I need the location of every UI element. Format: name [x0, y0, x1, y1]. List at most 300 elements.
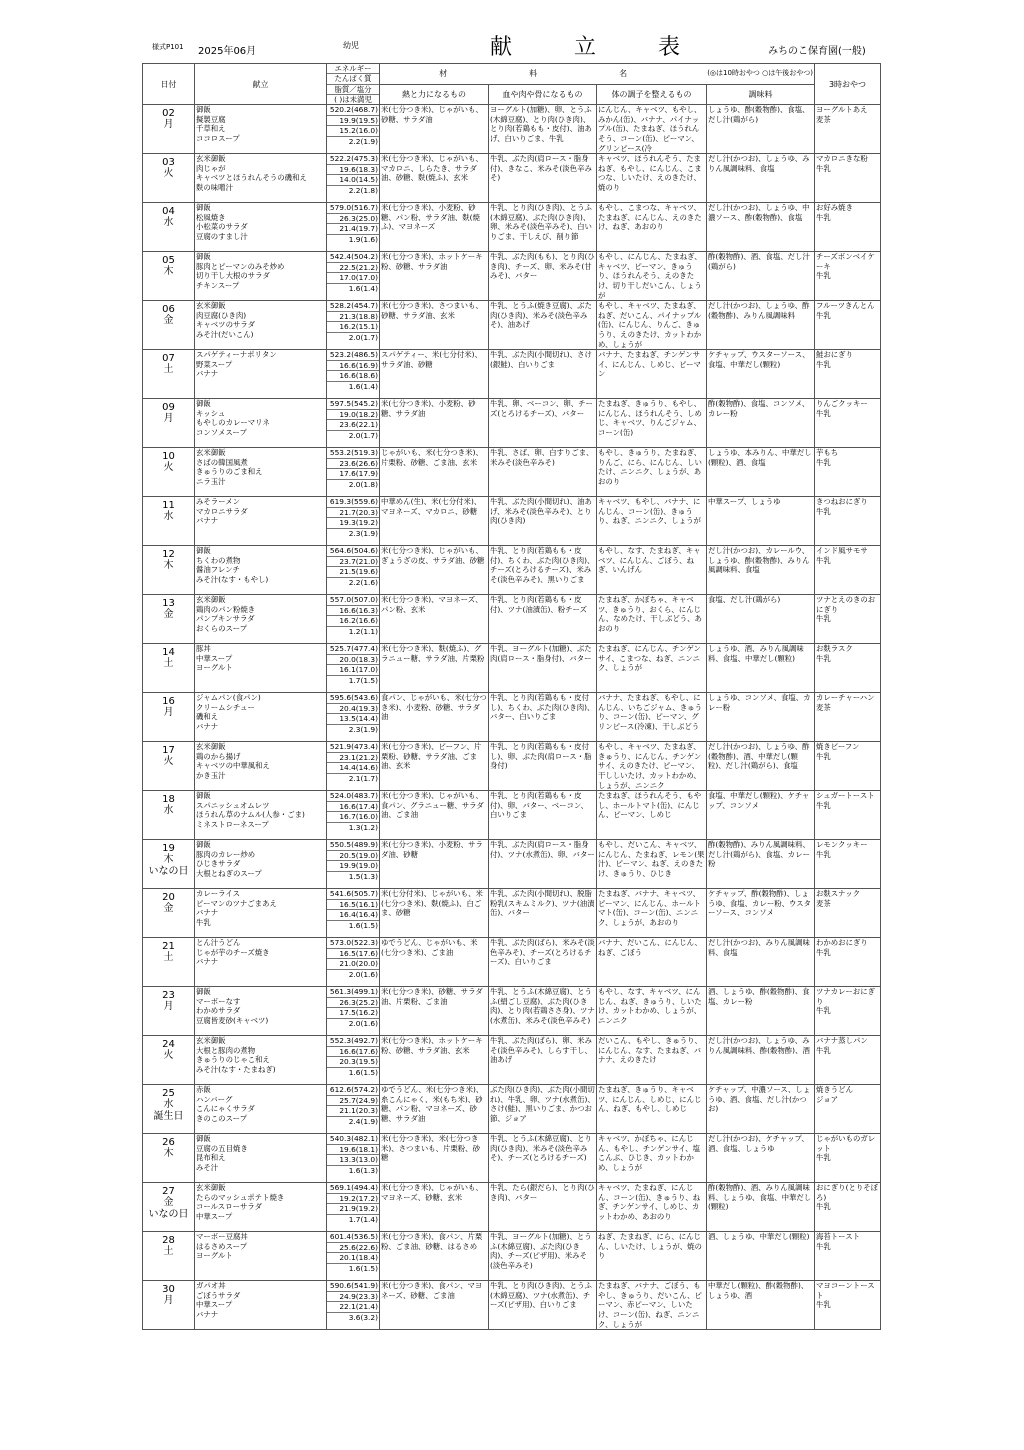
dishes-cell	[195, 301, 327, 350]
snack-cell: マヨコーントースト 牛乳	[815, 1281, 881, 1330]
snack-cell: インド風サモサ 牛乳	[815, 546, 881, 595]
nutrition-value: 1.6(1.4)	[348, 381, 378, 391]
grade-label: 幼児	[343, 41, 359, 50]
red-foods: 牛乳、とり肉(若鶏もも・皮付)、卵、バター、ベーコン、白いりごま	[489, 791, 597, 840]
nutrition-value: 521.9(473.4)	[327, 742, 379, 753]
dish-name: ヨーグルト	[196, 663, 233, 673]
dish-name: ちくわの煮物	[196, 555, 241, 565]
day-row	[143, 987, 881, 1036]
yellow-foods: 米(七分つき米)、食パン、片栗粉、ごま油、砂糖、はるさめ	[380, 1232, 489, 1281]
day-row	[143, 1134, 881, 1183]
weekday: 木	[163, 560, 174, 572]
green-foods: バナナ、たまねぎ、もやし、にんじん、いちごジャム、きゅうり、コーン(缶)、ピーマン、グリンピース(冷凍)、干しぶどう	[597, 693, 707, 742]
day-row	[143, 154, 881, 203]
dish-name: 中華スープ	[196, 653, 233, 663]
day-number: 18	[162, 794, 175, 806]
form-code: 様式P101	[152, 43, 184, 51]
date-cell	[143, 203, 195, 252]
dish-name: コールスローサラダ	[196, 1202, 263, 1212]
nutrition-value: 2.3(1.9)	[348, 724, 378, 734]
day-number: 21	[162, 941, 175, 953]
dish-name: 御飯	[196, 252, 211, 262]
red-foods: 牛乳、とり肉(若鶏もも・皮付し)、卵、ぶた肉(肩ロース・脂身付)	[489, 742, 597, 791]
red-foods: 牛乳、ぶた肉(肩ロース・脂身付)、きなこ、米みそ(淡色辛みそ)	[489, 154, 597, 203]
school-name: みちのこ保育園(一般)	[768, 46, 866, 57]
day-number: 16	[162, 696, 175, 708]
dish-name: 中華スープ	[196, 1211, 233, 1221]
dish-name: バナナ	[196, 369, 219, 379]
dish-name: 中華スープ	[196, 1300, 233, 1310]
red-group-header: 血や肉や骨になるもの	[489, 84, 597, 105]
nutrition-value: 23.6(22.1)	[327, 420, 379, 431]
green-foods: キャベツ、もやし、バナナ、にんじん、コーン(缶)、きゅうり、ねぎ、ニンニク、しょうが	[597, 497, 707, 546]
dish-name: 御飯	[196, 987, 211, 997]
date-cell	[143, 791, 195, 840]
nutrition-value: 16.5(16.1)	[327, 900, 379, 911]
nutrition-cell	[327, 252, 380, 301]
snack-cell: マカロニきな粉 牛乳	[815, 154, 881, 203]
day-number: 25	[162, 1088, 175, 1100]
fat-salt-label: 脂質／塩分	[327, 85, 379, 95]
nutrition-cell	[327, 448, 380, 497]
snack-cell: レモンクッキー 牛乳	[815, 840, 881, 889]
date-cell	[143, 1085, 195, 1134]
nutrition-value: 579.0(516.7)	[327, 203, 379, 214]
nutrition-cell	[327, 1085, 380, 1134]
nutrition-value: 16.6(17.4)	[327, 802, 379, 813]
dish-name: キッシュ	[196, 408, 226, 418]
day-row	[143, 1183, 881, 1232]
yellow-foods: 米(七分つき米)、米(七分つき米)、さつまいも、片栗粉、砂糖	[380, 1134, 489, 1183]
nutrition-cell	[327, 105, 380, 154]
nutrition-value: 542.4(504.2)	[327, 252, 379, 263]
day-row	[143, 546, 881, 595]
nutrition-value: 23.1(21.2)	[327, 753, 379, 764]
dish-name: ごぼうサラダ	[196, 1290, 241, 1300]
snack-cell: ツナとえのきのおにぎり 牛乳	[815, 595, 881, 644]
nutrition-value: 1.5(1.3)	[348, 871, 378, 881]
red-foods: ぶた肉(ひき肉)、ぶた肉(小間切れ)、牛乳、卵、ツナ(水煮缶)、さけ(鮭)、黒いりごま、かつお節、ジョア	[489, 1085, 597, 1134]
nutrition-cell	[327, 546, 380, 595]
yellow-foods: 米(七分つき米)、マヨネーズ、パン粉、玄米	[380, 595, 489, 644]
dishes-cell	[195, 1281, 327, 1330]
green-foods: キャベツ、ほうれんそう、たまねぎ、もやし、にんじん、こまつな、しいたけ、えのきたけ、焼のり	[597, 154, 707, 203]
snack-cell: おにぎり(とりそぼろ) 牛乳	[815, 1183, 881, 1232]
nutrition-value: 523.2(486.5)	[327, 350, 379, 361]
nutrition-value: 2.4(1.9)	[348, 1116, 378, 1126]
page-title: 献 立 表	[490, 35, 701, 60]
nutrition-value: 25.6(22.6)	[327, 1243, 379, 1254]
date-cell	[143, 399, 195, 448]
nutrition-value: 16.2(15.1)	[327, 322, 379, 333]
red-foods: 牛乳、ぶた肉(小間切れ)、油あげ、米みそ(淡色辛みそ)、とり肉(ひき肉)	[489, 497, 597, 546]
weekday: 土	[163, 952, 174, 964]
yellow-foods: 米(七分つき米)、さつまいも、砂糖、サラダ油、玄米	[380, 301, 489, 350]
dishes-cell	[195, 154, 327, 203]
yellow-foods: 食パン、じゃがいも、米(七分つき米)、小麦粉、砂糖、サラダ油	[380, 693, 489, 742]
dish-name: 御飯	[196, 203, 211, 213]
dish-name: みそ汁	[196, 1162, 219, 1172]
weekday: 水	[163, 805, 174, 817]
nutrition-cell	[327, 889, 380, 938]
nutrition-value: 23.7(21.0)	[327, 557, 379, 568]
dish-name: ほうれん草のナムル(人参・ごま)	[196, 810, 305, 820]
snack-cell: チーズボンベイケーキ 牛乳	[815, 252, 881, 301]
nutrition-value: 2.0(1.7)	[348, 332, 378, 342]
nutrition-value: 13.5(14.4)	[327, 714, 379, 725]
weekday: 金	[163, 903, 174, 915]
day-row	[143, 840, 881, 889]
green-foods: たまねぎ、きゅうり、もやし、にんじん、ほうれんそう、しめじ、キャベツ、りんごジャム、コーン(缶)	[597, 399, 707, 448]
date-cell	[143, 1036, 195, 1085]
weekday: 火	[163, 1050, 174, 1062]
day-row	[143, 350, 881, 399]
nutrition-value: 590.6(541.9)	[327, 1281, 379, 1292]
seasonings: 酒、しょうゆ、中華だし(顆粒)	[707, 1232, 815, 1281]
dish-name: 大根と豚肉の煮物	[196, 1045, 256, 1055]
nutrition-value: 2.2(1.8)	[348, 185, 378, 195]
seasoning-header: 調味料	[707, 84, 815, 105]
nutrition-cell	[327, 742, 380, 791]
day-row	[143, 742, 881, 791]
dish-name: ヨーグルト	[196, 1251, 233, 1261]
nutrition-value: 14.4(14.6)	[327, 763, 379, 774]
nutrition-value: 1.7(1.5)	[348, 675, 378, 685]
green-foods: バナナ、だいこん、にんじん、ねぎ、ごぼう	[597, 938, 707, 987]
seasonings: 酒、しょうゆ、酢(穀物酢)、食塩、カレー粉	[707, 987, 815, 1036]
nutrition-value: 21.9(19.2)	[327, 1204, 379, 1215]
nutrition-cell	[327, 644, 380, 693]
dish-name: 千草和え	[196, 124, 226, 134]
day-row	[143, 497, 881, 546]
weekday: 月	[163, 1295, 174, 1307]
snack-legend: (◎は10時おやつ ○は午後おやつ)	[707, 69, 813, 78]
toddler-note: ( )は未満児	[334, 94, 372, 104]
day-number: 03	[162, 157, 175, 169]
nutrition-value: 22.5(21.2)	[327, 263, 379, 274]
dish-name: 麩の味噌汁	[196, 182, 233, 192]
dish-name: クリームシチュー	[196, 702, 255, 712]
day-row	[143, 1085, 881, 1134]
seasonings: だし汁(かつお)、しょうゆ、みりん風調味料、食塩	[707, 154, 815, 203]
nutrition-value: 1.6(1.4)	[348, 283, 378, 293]
dish-name: じゃが芋のチーズ焼き	[196, 947, 270, 957]
year-month: 2025年06月	[198, 46, 257, 57]
menu-table	[142, 63, 881, 1330]
red-foods: 牛乳、ぶた肉(小間切れ)、さけ(銀鮭)、白いりごま	[489, 350, 597, 399]
yellow-foods: 米(七分つき米)、じゃがいも、砂糖、サラダ油	[380, 105, 489, 154]
dish-name: バナナ	[196, 516, 219, 526]
nutrition-value: 595.6(543.6)	[327, 693, 379, 704]
snack-cell: 海苔トースト 牛乳	[815, 1232, 881, 1281]
event-label: いなの日	[148, 1209, 189, 1221]
green-foods: たまねぎ、バナナ、ごぼう、もやし、きゅうり、だいこん、ピーマン、赤ピーマン、しいたけ、コーン(缶)、ねぎ、ニンニク、しょうが	[597, 1281, 707, 1330]
red-foods: 牛乳、とうふ(焼き豆腐)、ぶた肉(ひき肉)、米みそ(淡色辛みそ)、油あげ	[489, 301, 597, 350]
nutrition-value: 19.6(18.3)	[327, 165, 379, 176]
dishes-cell	[195, 791, 327, 840]
red-foods: 牛乳、とり肉(若鶏もも・皮付)、ちくわ、ぶた肉(ひき肉)、チーズ(とろけるチーズ)、米みそ(淡色辛みそ)、黒いりごま	[489, 546, 597, 595]
nutrition-value: 19.9(19.5)	[327, 116, 379, 127]
red-foods: 牛乳、ヨーグルト(加糖)、とうふ(木綿豆腐)、ぶた肉(ひき肉)、チーズ(ピザ用)、米みそ(淡色辛みそ)	[489, 1232, 597, 1281]
red-foods: 牛乳、ヨーグルト(加糖)、ぶた肉(肩ロース・脂身付)、バター	[489, 644, 597, 693]
dish-name: 豆腐のすまし汁	[196, 231, 248, 241]
nutrition-value: 16.5(17.6)	[327, 949, 379, 960]
nutrition-value: 16.7(16.0)	[327, 812, 379, 823]
nutrition-value: 1.6(1.3)	[348, 1165, 378, 1175]
dish-name: ガパオ丼	[196, 1281, 226, 1291]
nutrition-value: 1.7(1.4)	[348, 1214, 378, 1224]
green-foods: もやし、キャベツ、たまねぎ、きゅうり、にんじん、チンゲンサイ、えのきたけ、ピーマン、干ししいたけ、カットわかめ、しょうが、ニンニク	[597, 742, 707, 791]
seasonings: 中華だし(顆粒)、酢(穀物酢)、しょうゆ、酒	[707, 1281, 815, 1330]
nutrition-value: 25.7(24.9)	[327, 1096, 379, 1107]
weekday: 水	[163, 1099, 174, 1111]
yellow-foods: ゆでうどん、じゃがいも、米(七分つき米)、ごま油	[380, 938, 489, 987]
dish-name: みそ汁(なす・もやし)	[196, 574, 269, 584]
yellow-foods: スパゲティー、米(七分付米)、サラダ油、砂糖	[380, 350, 489, 399]
nutrition-cell	[327, 1183, 380, 1232]
weekday: 土	[163, 658, 174, 670]
yellow-foods: 米(七分つき米)、ホットケーキ粉、砂糖、サラダ油、玄米	[380, 1036, 489, 1085]
dish-name: 御飯	[196, 791, 211, 801]
dish-name: 御飯	[196, 1134, 211, 1144]
dishes-cell	[195, 105, 327, 154]
dish-name: 鶏のから揚げ	[196, 751, 241, 761]
weekday: 月	[163, 413, 174, 425]
red-foods: 牛乳、とり肉(ひき肉)、とうふ(木綿豆腐)、ぶた肉(ひき肉)、卵、米みそ(淡色辛みそ)、白いりごま、干しえび、削り節	[489, 203, 597, 252]
dish-name: キャベツの中華風和え	[196, 761, 270, 771]
dish-name: みそ汁(なす・たまねぎ)	[196, 1064, 276, 1074]
dish-name: 玄米御飯	[196, 742, 226, 752]
nutrition-value: 2.0(1.8)	[348, 479, 378, 489]
nutrition-value: 619.3(559.6)	[327, 497, 379, 508]
nutrition-value: 1.2(1.1)	[348, 626, 378, 636]
weekday: 水	[163, 511, 174, 523]
nutrition-value: 561.3(499.1)	[327, 987, 379, 998]
snack-cell: 焼きビーフン 牛乳	[815, 742, 881, 791]
nutrition-value: 541.6(505.7)	[327, 889, 379, 900]
weekday: 木	[163, 266, 174, 278]
dish-name: バナナ	[196, 721, 219, 731]
nutrition-cell	[327, 987, 380, 1036]
snack-cell: りんごクッキー 牛乳	[815, 399, 881, 448]
nutrition-value: 2.2(1.6)	[348, 577, 378, 587]
dish-name: 赤飯	[196, 1085, 211, 1095]
day-row	[143, 1036, 881, 1085]
nutrition-value: 612.6(574.2)	[327, 1085, 379, 1096]
snack-cell: ツナカレーおにぎり 牛乳	[815, 987, 881, 1036]
day-row	[143, 203, 881, 252]
date-cell	[143, 1232, 195, 1281]
dish-name: とん汁うどん	[196, 938, 241, 948]
day-number: 17	[162, 745, 175, 757]
dish-name: おくらのスープ	[196, 623, 247, 633]
event-label: 誕生日	[153, 1111, 184, 1123]
nutrition-value: 597.5(545.2)	[327, 399, 379, 410]
nutrition-value: 17.5(16.2)	[327, 1008, 379, 1019]
day-number: 11	[162, 500, 175, 512]
dish-name: 小松菜のサラダ	[196, 222, 248, 232]
dish-name: キャベツとほうれんそうの磯和え	[196, 173, 307, 183]
nutrition-cell	[327, 350, 380, 399]
snack-cell: お好み焼き 牛乳	[815, 203, 881, 252]
seasonings: だし汁(かつお)、ケチャップ、酒、食塩、しょうゆ	[707, 1134, 815, 1183]
day-row	[143, 105, 881, 154]
nutrition-value: 522.2(475.3)	[327, 154, 379, 165]
green-foods: もやし、だいこん、キャベツ、にんじん、たまねぎ、レモン(果汁)、ピーマン、ねぎ、えのきたけ、きゅうり、ひじき	[597, 840, 707, 889]
weekday: 金	[163, 1197, 174, 1209]
seasonings: だし汁(かつお)、しょうゆ、みりん風調味料、酢(穀物酢)、酒	[707, 1036, 815, 1085]
nutrition-value: 601.4(536.5)	[327, 1232, 379, 1243]
snack-cell: じゃがいものガレット 牛乳	[815, 1134, 881, 1183]
nutrition-value: 525.7(477.4)	[327, 644, 379, 655]
nutrition-value: 19.6(18.1)	[327, 1145, 379, 1156]
dish-name: 鶏肉のパン粉焼き	[196, 604, 256, 614]
day-number: 27	[162, 1186, 175, 1198]
dish-name: 玄米御飯	[196, 595, 226, 605]
nutrition-value: 16.6(17.6)	[327, 1047, 379, 1058]
nutrition-value: 13.3(13.0)	[327, 1155, 379, 1166]
red-foods: 牛乳、とり肉(ひき肉)、とうふ(木綿豆腐)、ツナ(水煮缶)、チーズ(ピザ用)、白いりごま	[489, 1281, 597, 1330]
nutrition-value: 2.0(1.7)	[348, 430, 378, 440]
weekday: 木	[163, 854, 174, 866]
date-cell	[143, 301, 195, 350]
day-number: 20	[162, 892, 175, 904]
seasonings: ケチャップ、ウスターソース、食塩、中華だし(顆粒)	[707, 350, 815, 399]
seasonings: 酢(穀物酢)、酒、みりん風調味料、しょうゆ、食塩、中華だし(顆粒)	[707, 1183, 815, 1232]
nutrition-value: 3.6(3.2)	[348, 1312, 378, 1322]
dish-name: マカロニサラダ	[196, 506, 248, 516]
nutrition-value: 22.1(21.4)	[327, 1302, 379, 1313]
day-number: 26	[162, 1137, 175, 1149]
green-foods: にんじん、キャベツ、もやし、みかん(缶)、バナナ、パイナップル(缶)、たまねぎ、ほうれんそう、コーン(缶)、ピーマン、グリンピース(冷	[597, 105, 707, 154]
date-cell	[143, 1134, 195, 1183]
snack-cell: カレーチャーハン 麦茶	[815, 693, 881, 742]
dish-name: かき玉汁	[196, 770, 226, 780]
nutrition-cell	[327, 791, 380, 840]
weekday: 月	[163, 1001, 174, 1013]
nutrition-cell	[327, 1134, 380, 1183]
day-row	[143, 693, 881, 742]
day-number: 12	[162, 549, 175, 561]
dish-name: 玄米御飯	[196, 301, 226, 311]
nutrition-cell	[327, 840, 380, 889]
date-cell	[143, 987, 195, 1036]
protein-label: たんぱく質	[327, 74, 379, 84]
dish-name: 玄米御飯	[196, 1183, 226, 1193]
dish-name: もやしのカレーマリネ	[196, 418, 270, 428]
nutrition-cell	[327, 595, 380, 644]
seasonings: しょうゆ、酢(穀物酢)、食塩、だし汁(鶏がら)	[707, 105, 815, 154]
dishes-cell	[195, 546, 327, 595]
dish-name: 昆布和え	[196, 1153, 226, 1163]
day-number: 23	[162, 990, 175, 1002]
yellow-foods: 米(七分つき米)、ホットケーキ粉、砂糖、サラダ油	[380, 252, 489, 301]
day-row	[143, 889, 881, 938]
menu-body	[143, 105, 881, 1330]
green-group-header: 体の調子を整えるもの	[597, 84, 707, 105]
weekday: 水	[163, 217, 174, 229]
dish-name: スパゲティーナポリタン	[196, 350, 277, 360]
materials-title: 材 料 名	[439, 69, 650, 79]
dish-name: 肉豆腐(ひき肉)	[196, 310, 247, 320]
dish-name: はるさめスープ	[196, 1241, 247, 1251]
dish-name: こんにゃくサラダ	[196, 1104, 255, 1114]
weekday: 金	[163, 609, 174, 621]
green-foods: たまねぎ、ほうれんそう、もやし、ホールトマト(缶)、にんじん、ピーマン、しめじ	[597, 791, 707, 840]
nutrition-cell	[327, 1036, 380, 1085]
dish-name: マーボーなす	[196, 996, 241, 1006]
nutrition-cell	[327, 203, 380, 252]
weekday: 金	[163, 315, 174, 327]
day-row	[143, 595, 881, 644]
nutrition-cell	[327, 693, 380, 742]
nutrition-value: 573.0(522.3)	[327, 938, 379, 949]
day-row	[143, 448, 881, 497]
nutrition-value: 540.3(482.1)	[327, 1134, 379, 1145]
yellow-foods: 米(七分つき米)、食パン、マヨネーズ、砂糖、ごま油	[380, 1281, 489, 1330]
day-row	[143, 252, 881, 301]
dishes-cell	[195, 987, 327, 1036]
yellow-foods: 米(七分つき米)、小麦粉、砂糖、サラダ油	[380, 399, 489, 448]
date-cell	[143, 644, 195, 693]
dishes-cell	[195, 203, 327, 252]
green-foods: もやし、なす、たまねぎ、キャベツ、にんじん、ごぼう、ねぎ、いんげん	[597, 546, 707, 595]
weekday: 木	[163, 1148, 174, 1160]
day-row	[143, 301, 881, 350]
nutrition-value: 24.9(23.3)	[327, 1292, 379, 1303]
nutrition-value: 16.4(16.4)	[327, 910, 379, 921]
dish-name: わかめサラダ	[196, 1006, 241, 1016]
seasonings: だし汁(かつお)、カレールウ、しょうゆ、酢(穀物酢)、みりん風調味料、食塩	[707, 546, 815, 595]
day-number: 28	[162, 1235, 175, 1247]
nutrition-value: 2.1(1.7)	[348, 773, 378, 783]
green-foods: キャベツ、たまねぎ、にんじん、コーン(缶)、きゅうり、ねぎ、チンゲンサイ、しめじ、カットわかめ、あおのり	[597, 1183, 707, 1232]
date-cell	[143, 448, 195, 497]
yellow-foods: 米(七分つき米)、麩(焼ふ)、グラニュー糖、サラダ油、片栗粉	[380, 644, 489, 693]
nutrition-value: 16.6(16.9)	[327, 361, 379, 372]
weekday: 土	[163, 1246, 174, 1258]
day-row	[143, 791, 881, 840]
weekday: 土	[163, 364, 174, 376]
dishes-cell	[195, 1232, 327, 1281]
nutrition-value: 21.7(20.3)	[327, 508, 379, 519]
dishes-cell	[195, 742, 327, 791]
nutrition-cell	[327, 938, 380, 987]
dishes-cell	[195, 1036, 327, 1085]
red-foods: 牛乳、ぶた肉(ばら)、米みそ(淡色辛みそ)、チーズ(とろけるチーズ)、白いりごま	[489, 938, 597, 987]
seasonings: だし汁(かつお)、しょうゆ、中濃ソース、酢(穀物酢)、食塩	[707, 203, 815, 252]
seasonings: 食塩、中華だし(顆粒)、ケチャップ、コンソメ	[707, 791, 815, 840]
weekday: 月	[163, 707, 174, 719]
date-cell	[143, 497, 195, 546]
weekday: 月	[163, 119, 174, 131]
dish-name: さばの韓国風煮	[196, 457, 248, 467]
seasonings: 食塩、だし汁(鶏がら)	[707, 595, 815, 644]
yellow-foods: 米(七分つき米)、砂糖、サラダ油、片栗粉、ごま油	[380, 987, 489, 1036]
dishes-cell	[195, 448, 327, 497]
dish-name: ひじきサラダ	[196, 859, 241, 869]
date-cell	[143, 1183, 195, 1232]
dish-name: 豚肉とピーマンのみそ炒め	[196, 261, 285, 271]
nutrition-value: 2.3(1.9)	[348, 528, 378, 538]
green-foods: たまねぎ、かぼちゃ、キャベツ、きゅうり、おくら、にんじん、なめたけ、干しぶどう、あおのり	[597, 595, 707, 644]
snack-cell: バナナ蒸しパン 牛乳	[815, 1036, 881, 1085]
day-row	[143, 938, 881, 987]
nutrition-value: 528.2(454.7)	[327, 301, 379, 312]
nutrition-value: 564.6(504.6)	[327, 546, 379, 557]
dish-name: 松風焼き	[196, 212, 226, 222]
dishes-cell	[195, 1085, 327, 1134]
